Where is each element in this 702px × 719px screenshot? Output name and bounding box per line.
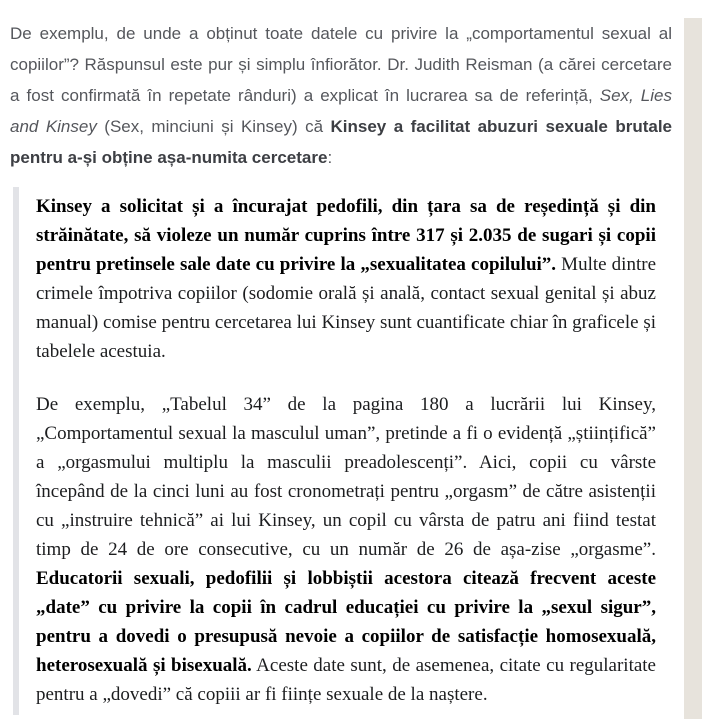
page-background-strip — [684, 18, 702, 719]
quote-p1-regular: Multe dintre crimele împotriva copiilor (sodomie orală și anală, contact sexual genital și abuz manual) comise pentru cercetarea lui Kinsey sunt cuantificate chiar în graficele și tabelele acestuia. — [36, 254, 657, 362]
quote-p1-bold: Kinsey a solicitat și a încurajat pedofili, din țara sa de reședință și din străinătate, să violeze un număr cuprins între 317 și 2.035 de sugari și copii pentru pretinsele sale date cu privire la „sexualitatea copilului”. — [36, 196, 656, 275]
intro-text-bold: Kinsey a facilitat abuzuri sexuale brutale pentru a-și obține așa-numita cercetare — [10, 117, 672, 167]
intro-text-regular-2: (Sex, minciuni și Kinsey) că — [96, 117, 331, 136]
intro-text-regular-1: De exemplu, de unde a obținut toate datele cu privire la „comportamentul sexual al copiilor”? Răspunsul este pur și simplu înfiorător. Dr. Judith Reisman (a cărei cercetare a fost confirmată în repetate rânduri) a explicat în lucrarea sa de referință, — [10, 24, 672, 105]
intro-text-book-title: Sex, Lies and Kinsey — [10, 86, 672, 136]
quote-p2-regular-2: Aceste date sunt, de asemenea, citate cu regularitate pentru a „dovedi” că copiii ar fi ființe sexuale de la naștere. — [36, 655, 656, 705]
quote-paragraph-1 — [36, 192, 656, 366]
intro-text-colon: : — [327, 148, 333, 167]
article-content — [10, 18, 672, 715]
quote-block — [13, 187, 656, 715]
intro-paragraph — [10, 18, 672, 173]
quote-paragraph-2 — [36, 390, 656, 709]
quote-p2-regular-1: De exemplu, „Tabelul 34” de la pagina 180 a lucrării lui Kinsey, „Comportamentul sexual la masculul uman”, pretinde a fi o evidență „științifică” a „orgasmului multiplu la masculii preadolescenți”. Aici, copii cu vârste începând de la cinci luni au fost cronometrați pentru „orgasm” de către asistenții cu „instruire tehnică” ai lui Kinsey, un copil cu vârsta de patru ani fiind testat timp de 24 de ore consecutive, cu un număr de 26 de așa-zise „orgasme”. — [36, 394, 656, 560]
quote-p2-bold: Educatorii sexuali, pedofilii și lobbiștii acestora citează frecvent aceste „date” cu privire la copii în cadrul educației cu privire la „sexul sigur”, pentru a dovedi o presupusă nevoie a copiilor de satisfacție homosexuală, heterosexuală și bisexuală. — [36, 568, 656, 676]
